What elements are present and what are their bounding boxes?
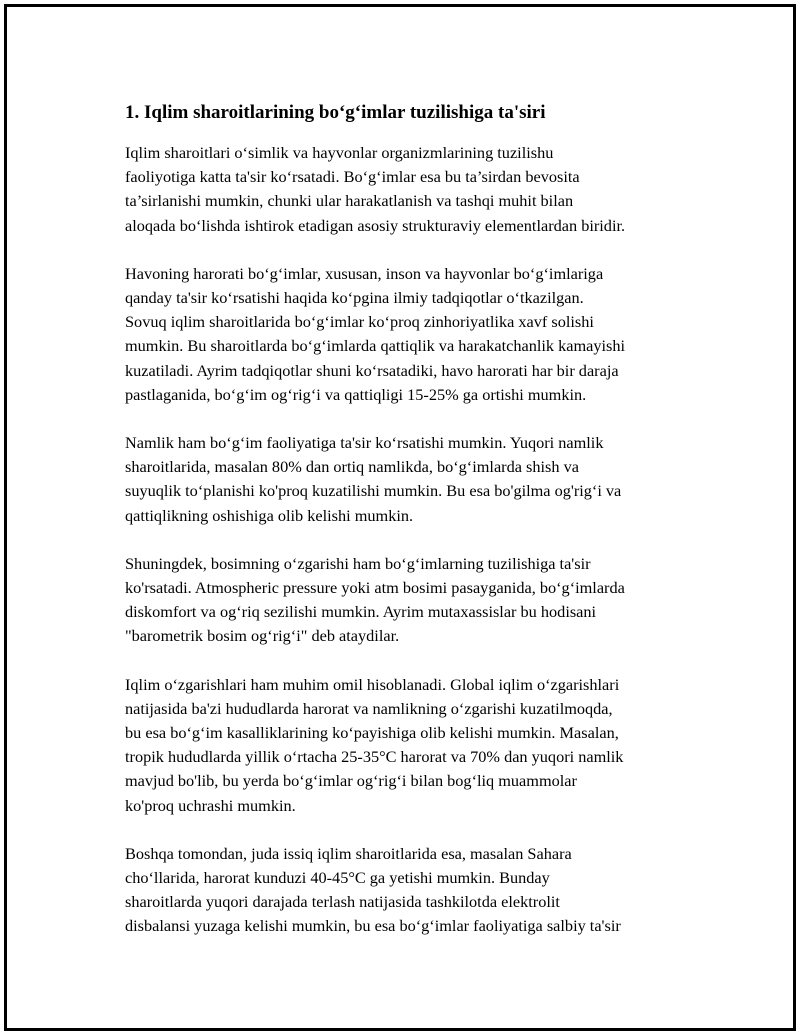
paragraph-line: ko'proq uchrashi mumkin. [125,795,296,815]
paragraph-line: Namlik ham bo‘g‘im faoliyatiga ta'sir ko‘rsatishi mumkin. Yuqori namlik [125,433,604,453]
paragraph-line: sharoitlarida, masalan 80% dan ortiq namlikda, bo‘g‘imlarda shish va [125,457,579,477]
paragraph-line: Iqlim o‘zgarishlari ham muhim omil hisoblanadi. Global iqlim o‘zgarishlari [125,674,620,694]
paragraph-line: disbalansi yuzaga kelishi mumkin, bu esa bo‘g‘imlar faoliyatiga salbiy ta'sir [125,916,621,936]
paragraph-line: Havoning harorati bo‘g‘imlar, xususan, inson va hayvonlar bo‘g‘imlariga [125,263,604,283]
paragraph-line: sharoitlarda yuqori darajada terlash natijasida tashkilotda elektrolit [125,892,560,912]
paragraph-line: Sovuq iqlim sharoitlarida bo‘g‘imlar ko‘proq zinhoriyatlika xavf solishi [125,312,594,332]
paragraph [125,552,725,649]
paragraph-line: qattiqlikning oshishiga olib kelishi mumkin. [125,505,414,525]
paragraph-line: cho‘llarida, harorat kunduzi 40-45°C ga yetishi mumkin. Bunday [125,868,550,888]
paragraph [125,842,725,939]
paragraph [125,262,725,407]
paragraph-line: "barometrik bosim og‘rig‘i" deb ataydilar. [125,626,400,646]
paragraph [125,431,725,528]
paragraph-list [125,141,725,939]
paragraph [125,673,725,818]
paragraph-line: Iqlim sharoitlari o‘simlik va hayvonlar organizmlarining tuzilishu [125,143,554,162]
paragraph-line: mumkin. Bu sharoitlarda bo‘g‘imlarda qattiqlik va harakatchanlik kamayishi [125,336,626,356]
paragraph-line: mavjud bo'lib, bu yerda bo‘g‘imlar og‘rig‘i bilan bog‘liq muammolar [125,771,577,791]
paragraph-line: ko'rsatadi. Atmospheric pressure yoki atm bosimi pasayganida, bo‘g‘imlarda [125,578,625,598]
paragraph-line: Boshqa tomondan, juda issiq iqlim sharoitlarida esa, masalan Sahara [125,843,572,863]
section-heading: 1. Iqlim sharoitlarining bo‘g‘imlar tuzilishiga ta'siri [125,102,546,123]
paragraph [125,141,725,238]
paragraph-line: qanday ta'sir ko‘rsatishi haqida ko‘pgina ilmiy tadqiqotlar o‘tkazilgan. [125,288,584,308]
paragraph-line: diskomfort va og‘riq sezilishi mumkin. Ayrim mutaxassislar bu hodisani [125,602,597,622]
paragraph-line: suyuqlik to‘planishi ko'proq kuzatilishi mumkin. Bu esa bo'gilma og'rig‘i va [125,481,622,501]
paragraph-line: aloqada bo‘lishda ishtirok etadigan asosiy strukturaviy elementlardan biridir. [125,215,626,235]
document-body [125,99,725,963]
paragraph-line: Shuningdek, bosimning o‘zgarishi ham bo‘g‘imlarning tuzilishiga ta'sir [125,553,591,573]
paragraph-line: faoliyotiga katta ta'sir ko‘rsatadi. Bo‘g‘imlar esa bu ta’sirdan bevosita [125,167,580,187]
page-frame [4,4,796,1031]
paragraph-line: natijasida ba'zi hududlarda harorat va namlikning o‘zgarishi kuzatilmoqda, [125,698,613,718]
paragraph-line: kuzatiladi. Ayrim tadqiqotlar shuni ko‘rsatadiki, havo harorati har bir daraja [125,360,619,380]
paragraph-line: ta’sirlanishi mumkin, chunki ular harakatlanish va tashqi muhit bilan [125,191,574,211]
paragraph-line: tropik hududlarda yillik o‘rtacha 25-35°C harorat va 70% dan yuqori namlik [125,747,624,767]
paragraph-line: pastlaganida, bo‘g‘im og‘rig‘i va qattiqligi 15-25% ga ortishi mumkin. [125,384,587,404]
paragraph-line: bu esa bo‘g‘im kasalliklarining ko‘payishiga olib kelishi mumkin. Masalan, [125,723,619,743]
